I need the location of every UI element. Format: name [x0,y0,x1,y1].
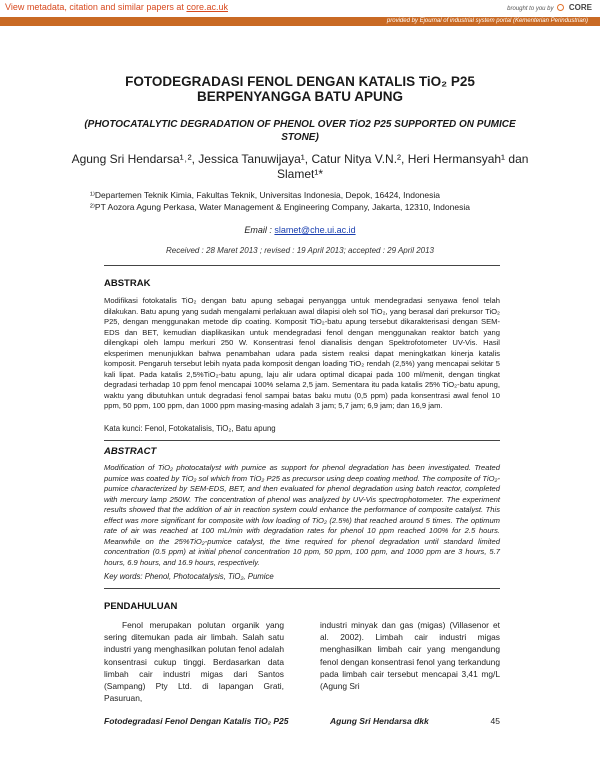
core-banner [0,0,600,16]
intro-column-right: industri minyak dan gas (migas) (Villasenor et al. 2002). Limbah cair industri migas menghasilkan limbah cair yang mengandung fenol dengan konsentrasi fenol yang terkandung pada limbah cair tersebut mencapai 3,41 mg/L (Agung Sri [320,620,500,692]
author-list: Agung Sri Hendarsa¹˒², Jessica Tanuwijaya¹, Catur Nitya V.N.², Heri Hermansyah¹ dan Slamet¹* [71,152,529,181]
core-link-text: View metadata, citation and similar papers at [5,2,184,12]
brought-text: brought to you by [507,6,554,12]
abstrak-text: Modifikasi fotokatalis TiO₂ dengan batu apung sebagai penyangga untuk mendegradasi senyawa fenol telah dilakukan. Batu apung yang sudah mengalami perlakuan awal dilapisi oleh sol TiO₂, yang berasal dari prekursor TiO₂ P25, dengan menggunakan metode dip coating. Komposit TiO₂-batu apung tersebut dikarakterisasi dengan SEM-EDS dan BET, kemudian diaplikasikan untuk mendegradasi fenol dengan menggunakan reaktor batch yang dilengkapi oleh lampu merkuri 250 W. Konsentrasi fenol dianalisis dengan Spektrofotometer UV-Vis. Hasil eksperimen menunjukkan bahwa penambahan udara pada sistem reaksi dapat meningkatkan kinerja katalis komposit. Pengaruh tersebut lebih nyata pada komposit dengan loading TiO₂ rendah (2,5%) yang mencapai sekitar 5 kali lipat. Pada katalis 2,5%TiO₂-batu apung, laju alir udara optimal dicapai pada 100 ml/menit, dengan tingkat degradasi terhadap 10 ppm fenol mencapai 100% selama 2,5 jam. Sementara itu pada katalis 25% TiO₂-batu apung, waktu yang dibutuhkan untuk degradasi fenol sampai batas baku mutu (0,5 ppm) pada konsentrasi awal fenol 10 ppm, 50 ppm, 100 ppm, dan 1000 ppm masing-masing adalah 3 jam; 5,7 jam; 6,9 jam; dan 16,9 jam. [104,296,500,410]
paper-subtitle: (PHOTOCATALYTIC DEGRADATION OF PHENOL OVER TiO2 P25 SUPPORTED ON PUMICE STONE) [84,119,516,143]
core-logo-icon [557,4,564,11]
abstrak-heading: ABSTRAK [104,278,151,289]
intro-column-left: Fenol merupakan polutan organik yang sering ditemukan pada air limbah. Salah satu industri yang menghasilkan polutan fenol adalah konsentrasi cukup tinggi. Berdasarkan data limbah cair industri migas dari Santos (Sampang) Pty Ltd. di lapangan Grati, Pasuruan, [104,620,284,704]
email-address-link[interactable]: slamet@che.ui.ac.id [274,225,356,235]
footer-running-title: Fotodegradasi Fenol Dengan Katalis TiO₂ P25 [104,716,289,726]
divider [104,588,500,589]
page-number: 45 [490,716,500,726]
core-url[interactable]: core.ac.uk [186,2,228,12]
divider [104,440,500,441]
email-label: Email : [244,225,272,235]
affiliation-2: ²⁾PT Aozora Agung Perkasa, Water Management & Engineering Company, Jakarta, 12310, Indonesia [90,202,470,212]
pendahuluan-heading: PENDAHULUAN [104,601,178,612]
abstract-text: Modification of TiO₂ photocatalyst with pumice as support for phenol degradation has been investigated. Treated pumice was coated by TiO₂ sol which from TiO₂ P25 as precursor using deep coating method. The composite of TiO₂-pumice characterized by SEM-EDS, BET, and then evaluated for phenol degradation using batch reactor, completed with mercury lamp 250W. The concentration of phenol was analyzed by UV-Vis spectrophotometer. The experiment results showed that the addition of air in reaction system could enhance the performance of composite catalyst. This effect was more significant for composite with low loading of TiO₂ (2.5%) that reached around 5 times. The optimum rate of air was reached at 100 mL/min with degradation rates for phenol 10 ppm reached 100% for 2.5 hours. Meanwhile on the 25%TiO₂-pumice catalyst, the time required for phenol degradation until standard limited concentration (0.5 ppm) at initial phenol concentration 10 ppm, 50 ppm, 100 ppm, and 1000 ppm are 3 hours, 5.7 hours, 6.9 hours, and 16.9 hours, respectively. [104,463,500,567]
email-line [0,225,600,235]
brought-to-you [507,3,592,12]
provider-bar [0,17,600,26]
abstract-heading: ABSTRACT [104,446,157,457]
divider [104,265,500,266]
footer-authors: Agung Sri Hendarsa dkk [330,716,429,726]
core-metadata-link[interactable] [5,2,228,12]
affiliation-1: ¹⁾Departemen Teknik Kimia, Fakultas Teknik, Universitas Indonesia, Depok, 16424, Indonesia [90,190,440,200]
abstract-keywords: Key words: Phenol, Photocatalysis, TiO₂, Pumice [104,572,274,581]
core-brand[interactable]: CORE [568,3,592,12]
paper-title-line2: BERPENYANGGA BATU APUNG [196,89,404,104]
abstrak-keywords: Kata kunci: Fenol, Fotokatalisis, TiO₂, Batu apung [104,424,276,433]
paper-title-line1: FOTODEGRADASI FENOL DENGAN KATALIS TiO₂ P25 [125,74,475,89]
received-dates: Received : 28 Maret 2013 ; revised : 19 April 2013; accepted : 29 April 2013 [165,246,434,255]
provider-text[interactable]: provided by Ejournal of industrial system portal (Kementerian Perindustrian) [386,18,588,24]
